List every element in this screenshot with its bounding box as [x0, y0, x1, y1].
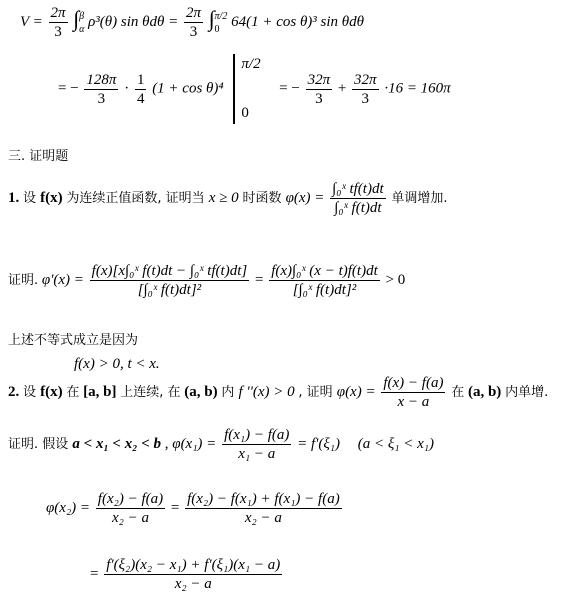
frac-num: f(x₁) − f(a) [224, 427, 290, 443]
frac-den: ∫₀ˣ f(t)dt [334, 200, 382, 216]
proof-2 [8, 426, 434, 463]
frac-den: x₂ − a [244, 510, 282, 526]
fraction-phi-x1 [222, 426, 291, 463]
integral-limits [215, 10, 228, 36]
fraction-phi [381, 374, 445, 411]
eq-minus-2: = − [279, 80, 300, 97]
fx: f(x) [40, 189, 63, 206]
frac-num: 1 [136, 71, 145, 88]
frac-den: 3 [361, 90, 370, 107]
xi-range: (a < ξ₁ < x₁) [357, 435, 435, 452]
frac-num: 32π [307, 71, 331, 88]
fraction-2 [185, 490, 342, 527]
text: 上连续, 在 [120, 384, 181, 400]
text: 时函数 [242, 190, 286, 206]
frac-num: 2π [185, 5, 201, 21]
evaluation-bar [233, 54, 269, 124]
frac-num: f(x) − f(a) [383, 375, 444, 391]
interval: (a, b) [184, 383, 218, 400]
proof-label: 证明. 假设 [8, 436, 73, 452]
text: 内单增. [505, 384, 549, 400]
fraction-1-4 [135, 71, 147, 108]
formula-phi-x2 [46, 490, 344, 527]
frac-den: x₁ − a [238, 446, 276, 462]
frac-den: 3 [97, 90, 106, 107]
frac-den: x − a [397, 394, 430, 410]
frac-num: 2π [50, 5, 66, 21]
frac-den: 3 [189, 24, 198, 40]
eq-op: = [170, 499, 184, 516]
bar-lower: 0 [241, 104, 249, 121]
integral-sign: ∫ [208, 5, 215, 31]
eq-op: = [90, 565, 103, 582]
frac-num: 32π [354, 71, 377, 88]
section-heading: 三. 证明题 [8, 149, 69, 164]
phi-lhs: φ(x) = [336, 383, 380, 400]
problem-number: 2. [8, 383, 20, 400]
fraction-2pi-3 [49, 4, 68, 41]
fraction-derivative [90, 262, 250, 299]
fraction-phi [330, 180, 385, 217]
integrand-cos: 64(1 + cos θ)³ sin θdθ [231, 13, 365, 30]
proof-1 [8, 262, 405, 299]
comma: , [164, 435, 173, 452]
plus-op: + [337, 80, 347, 97]
integral-sign: ∫ [73, 5, 80, 31]
frac-num: f(x₂) − f(x₁) + f(x₁) − f(a) [187, 491, 340, 507]
phi-lhs: φ(x) = [285, 189, 329, 206]
fraction-1 [96, 490, 165, 527]
frac-num: ∫₀ˣ tf(t)dt [332, 181, 384, 197]
text: 单调增加. [391, 190, 448, 206]
fraction-128pi-3 [84, 71, 118, 108]
frac-den: [∫₀ˣ f(t)dt]² [137, 282, 202, 298]
v-lhs: V = [20, 13, 47, 30]
derivative-lhs: φ'(x) = [41, 271, 88, 288]
integrand-rho: ρ³(θ) sin θdθ = [88, 13, 182, 30]
frac-den: 3 [54, 24, 62, 40]
problem-number: 1. [8, 189, 20, 206]
frac-den: x₂ − a [111, 510, 149, 526]
phi-lhs: φ(x₁) = [172, 435, 221, 452]
upper-limit: β [79, 10, 85, 22]
fraction-2pi-3-b [184, 4, 203, 41]
second-derivative: f ''(x) > 0 [238, 383, 295, 400]
because-text: 上述不等式成立是因为 [8, 333, 139, 348]
antiderivative: (1 + cos θ)⁴ [152, 80, 224, 97]
formula-evaluation [58, 54, 451, 124]
text: 内 [221, 384, 239, 400]
formula-mean-value [90, 556, 284, 593]
condition-line: f(x) > 0, t < x. [74, 356, 160, 372]
formula-volume [20, 4, 364, 41]
lower-limit: 0 [214, 23, 220, 35]
condition: a < x₁ < x₂ < b [72, 435, 162, 452]
text: 设 [23, 190, 41, 206]
frac-den: x₂ − a [174, 576, 212, 592]
frac-den: [∫₀ˣ f(t)dt]² [292, 282, 357, 298]
eq-minus: = − [58, 80, 79, 97]
fraction-32pi-3 [306, 71, 333, 108]
proof-label: 证明. [8, 272, 39, 288]
frac-num: 128π [86, 71, 117, 88]
text: 在 [66, 384, 80, 400]
fx: f(x) [40, 383, 63, 400]
frac-num: f(x)[x∫₀ˣ f(t)dt − ∫₀ˣ tf(t)dt] [91, 263, 248, 279]
frac-num: f(x₂) − f(a) [97, 491, 164, 507]
upper-limit: π/2 [214, 10, 228, 22]
frac-num: f'(ξ₂)(x₂ − x₁) + f'(ξ₁)(x₁ − a) [106, 557, 281, 573]
gt-zero: > 0 [385, 271, 406, 288]
dot-op: · [124, 80, 130, 97]
bar-upper: π/2 [241, 56, 261, 72]
lower-limit: α [79, 23, 85, 35]
mean-value: = f'(ξ₁) [297, 435, 341, 452]
fraction-simplified [269, 262, 380, 299]
text: , 证明 [298, 384, 337, 400]
phi-lhs: φ(x₂) = [46, 499, 94, 516]
frac-num: f(x)∫₀ˣ (x − t)f(t)dt [271, 263, 378, 279]
fraction-mvt [104, 556, 282, 593]
eq-op: = [254, 271, 268, 288]
result: ·16 = 160π [384, 80, 451, 97]
text: 在 [451, 384, 465, 400]
integral-limits [79, 10, 84, 36]
problem-2 [8, 374, 548, 411]
problem-1 [8, 180, 448, 217]
frac-den: 3 [315, 90, 323, 107]
condition: x ≥ 0 [208, 189, 239, 206]
text: 设 [23, 384, 41, 400]
frac-den: 4 [136, 90, 145, 107]
text: 为连续正值函数, 证明当 [66, 190, 209, 206]
interval: (a, b) [467, 383, 502, 400]
fraction-32pi-3-b [352, 71, 379, 108]
interval: [a, b] [83, 383, 117, 400]
